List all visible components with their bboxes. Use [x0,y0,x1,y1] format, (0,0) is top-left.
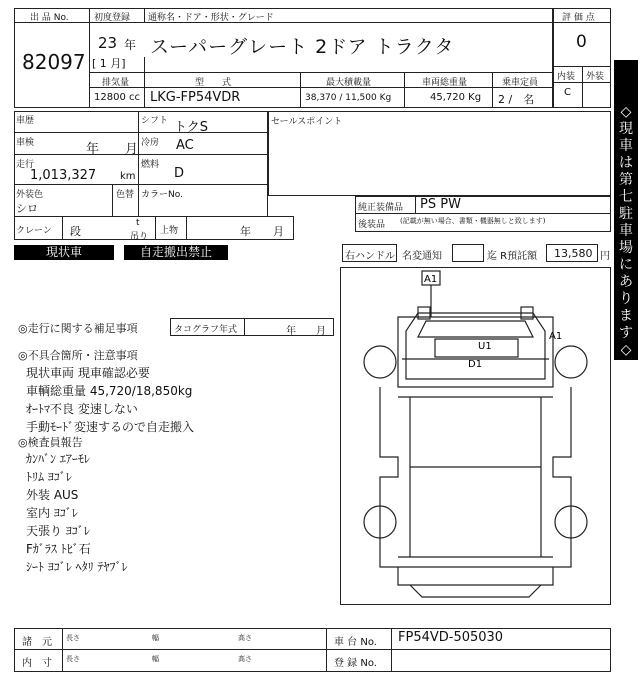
gross-weight: 45,720 Kg [430,92,482,103]
footer-table [14,628,611,672]
notice-sidebar [614,60,638,360]
grade-label: 評 価 点 [562,13,595,23]
exterior-label: 外装 [586,72,605,82]
crane-label: クレーン [16,226,52,236]
defect-line-1: 現状車両 現車確認必要 [26,366,150,380]
shift: トクS [174,120,208,135]
inner-dimensions-label: 内 寸 [22,658,52,669]
height-label-2: 高さ [238,655,252,663]
genuine-equipment: PS PW [420,197,461,212]
model-label: 型 式 [195,78,232,88]
inspector-line-7: ｼｰﾄ ﾖｺﾞﾚ ﾍﾀﾘ ﾃﾔﾌﾞﾚ [26,560,128,574]
inspector-line-1: ｶﾝﾊﾞﾝ ｴｱｰﾓﾚ [26,452,90,466]
odo-unit: 円 [600,251,610,262]
damage-marker-d1: D1 [468,359,483,370]
tacho-label: タコグラフ年式 [174,325,238,335]
inspector-title: ◎検査員報告 [18,436,83,449]
length-label-1: 長さ [66,634,80,642]
reg-year: 23 [98,34,118,52]
name-change-label: 名変通知 [402,251,442,262]
inspector-line-6: Fｶﾞﾗｽ ﾄﾋﾞ石 [26,542,91,556]
inspection-value: 年 月 [86,142,139,157]
inspector-line-5: 天張り ﾖｺﾞﾚ [26,524,90,538]
odo-value: 13,580 [554,247,593,260]
color-change-label: 色替 [116,190,135,200]
mileage: 1,013,327 [30,168,97,183]
mileage-unit: km [120,171,136,182]
height-label-1: 高さ [238,634,252,642]
inspector-line-3: 外装 AUS [26,488,79,502]
truck-diagram [340,267,611,605]
genuine-label: 純正装備品 [358,203,404,213]
history-label: 車歴 [16,116,35,126]
displacement: 12800 cc [94,92,140,103]
interior-label: 内装 [557,72,576,82]
first-registration-label: 初度登録 [94,13,131,23]
gross-weight-label: 車両総重量 [422,78,468,88]
damage-marker-u1: U1 [478,341,492,352]
shift-label: シフト [141,116,169,126]
defects-title: ◎不具合箇所・注意事項 [18,349,138,362]
damage-marker-a1-right: A1 [549,331,563,342]
lot-number-label: 出 品 No. [30,13,69,23]
self-drive-ban-badge: 自走搬出禁止 [124,245,228,260]
car-name: スーパーグレート 2ドア トラクタ [150,36,455,58]
inspection-label: 車検 [16,138,35,148]
name-label: 通称名・ドア・形状・グレード [148,13,274,23]
displacement-label: 排気量 [102,78,130,88]
fuel: D [174,166,185,181]
inspector-line-4: 室内 ﾖｺﾞﾚ [26,506,78,520]
crane-t: t [136,218,140,228]
color-no-label: カラーNo. [141,190,183,200]
chassis-label: 車 台 No. [334,637,377,648]
ext-color-label: 外装色 [16,190,44,200]
tacho-value: 年 月 [286,326,326,337]
name-change-box [452,244,484,262]
max-load-label: 最大積載量 [326,78,372,88]
odo-label: 迄 R預託額 [487,251,538,262]
length-label-2: 長さ [66,655,80,663]
mileage-label: 走行 [16,160,35,170]
ext-color: シロ [16,202,38,215]
sales-point-label: セールスポイント [271,117,343,127]
capacity: 2 / 名 [498,93,535,106]
crane-dan: 段 [70,225,81,238]
interior-value: C [564,87,571,98]
defect-line-3: ｵｰﾄﾏ不良 変速しない [26,402,138,416]
reg-year-unit: 年 [124,38,137,52]
registration-label: 登 録 No. [334,658,377,669]
aftermarket-label: 後装品 [358,220,386,230]
max-load: 38,370 / 11,500 Kg [305,93,392,103]
current-car-badge: 現状車 [14,245,114,260]
chassis-number: FP54VD-505030 [398,630,504,645]
lot-number: 82097 [22,50,86,74]
model: LKG-FP54VDR [150,90,241,105]
dimensions-label: 諸 元 [22,637,52,648]
width-label-1: 幅 [152,634,159,642]
ac: AC [176,138,194,153]
fuel-label: 燃料 [141,160,160,170]
ac-label: 冷房 [141,138,160,148]
driving-notes-title: ◎走行に関する補足事項 [18,322,138,335]
inspector-line-2: ﾄﾘﾑ ﾖｺﾞﾚ [26,470,72,484]
body-label: 上物 [160,226,179,236]
grade-value: 0 [576,32,587,52]
capacity-label: 乗車定員 [502,78,539,88]
notice-text: ◇現車は第七駐車場にあります◇ [619,104,633,358]
body-date: 年 月 [240,225,284,238]
defect-line-2: 車輌総重量 45,720/18,850kg [26,384,193,398]
reg-month: [ 1 月] [92,57,126,70]
crane-tsuri: 吊り [130,232,149,242]
width-label-2: 幅 [152,655,159,663]
handle: 右ハンドル [345,251,395,262]
defect-line-4: 手動ﾓｰﾄﾞ変速するので自走搬入 [26,420,195,434]
damage-marker-a1-top: A1 [424,274,438,285]
aftermarket-note: (記載が無い場合、書類・機器無しと致します) [400,217,546,225]
